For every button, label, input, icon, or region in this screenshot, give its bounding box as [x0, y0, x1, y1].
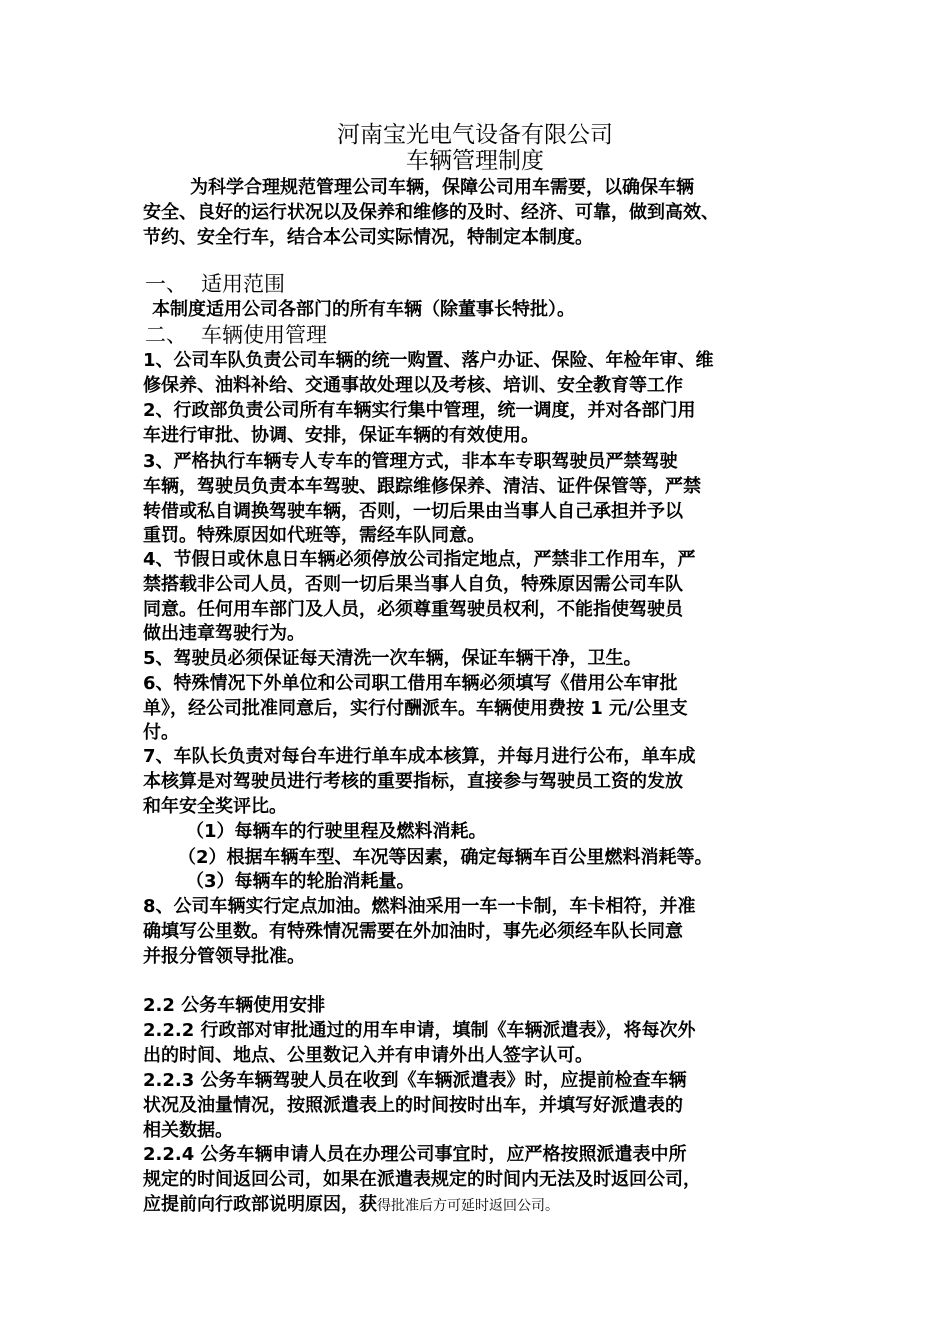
body-line: 2.2.2 行政部对审批通过的用车申请，填制《车辆派遣表》，将每次外 [143, 1020, 696, 1041]
body-line: 和年安全奖评比。 [143, 796, 287, 817]
body-line: 确填写公里数。有特殊情况需要在外加油时，事先必须经车队长同意 [143, 921, 683, 942]
body-line: 做出违章驾驶行为。 [143, 623, 305, 644]
section-heading-2 [145, 322, 327, 348]
body-line: 8、公司车辆实行定点加油。燃料油采用一车一卡制，车卡相符，并准 [143, 896, 696, 917]
intro-line: 为科学合理规范管理公司车辆，保障公司用车需要，以确保车辆 [190, 177, 694, 198]
section-title: 车辆使用管理 [201, 323, 327, 347]
body-line: 同意。任何用车部门及人员，必须尊重驾驶员权利，不能指使驾驶员 [143, 599, 683, 620]
body-line: 1、公司车队负责公司车辆的统一购置、落户办证、保险、年检年审、维 [143, 350, 714, 371]
body-line: 转借或私自调换驾驶车辆，否则，一切后果由当事人自己承担并予以 [143, 501, 683, 522]
body-line: 规定的时间返回公司，如果在派遣表规定的时间内无法及时返回公司， [143, 1169, 701, 1190]
last-line-bold: 应提前向行政部说明原因，获 [143, 1194, 377, 1215]
body-line: 修保养、油料补给、交通事故处理以及考核、培训、安全教育等工作 [143, 375, 683, 396]
body-line: 2、行政部负责公司所有车辆实行集中管理，统一调度，并对各部门用 [143, 400, 696, 421]
body-line: 2.2.4 公务车辆申请人员在办理公司事宜时，应严格按照派遣表中所 [143, 1144, 687, 1165]
body-line: 3、严格执行车辆专人专车的管理方式，非本车专职驾驶员严禁驾驶 [143, 451, 678, 472]
body-line: 禁搭载非公司人员，否则一切后果当事人自负，特殊原因需公司车队 [143, 574, 683, 595]
body-line: 付。 [143, 722, 179, 743]
body-line: 状况及油量情况，按照派遣表上的时间按时出车，并填写好派遣表的 [143, 1095, 683, 1116]
subsection-heading: 2.2 公务车辆使用安排 [143, 995, 326, 1016]
body-line: （3）每辆车的轮胎消耗量。 [186, 871, 415, 892]
body-line: 出的时间、地点、公里数记入并有申请外出人签字认可。 [143, 1045, 593, 1066]
section-title: 适用范围 [201, 272, 285, 296]
body-line: 5、驾驶员必须保证每天清洗一次车辆，保证车辆干净，卫生。 [143, 648, 642, 669]
body-line: 4、节假日或休息日车辆必须停放公司指定地点，严禁非工作用车，严 [143, 549, 696, 570]
last-line-rest: 得批准后方可延时返回公司。 [377, 1198, 559, 1214]
body-line: 7、车队长负责对每台车进行单车成本核算，并每月进行公布，单车成 [143, 746, 696, 767]
section-heading-1 [145, 271, 285, 297]
section-number: 一、 [145, 272, 187, 296]
body-line: （2）根据车辆车型、车况等因素，确定每辆车百公里燃料消耗等。 [178, 847, 713, 868]
body-line: （1）每辆车的行驶里程及燃料消耗。 [186, 821, 487, 842]
document-title: 车辆管理制度 [406, 148, 544, 174]
body-line: 单》，经公司批准同意后，实行付酬派车。车辆使用费按 1 元/公里支 [143, 698, 688, 719]
body-line-last [143, 1193, 559, 1218]
body-line: 相关数据。 [143, 1120, 233, 1141]
body-line: 并报分管领导批准。 [143, 946, 305, 967]
section-number: 二、 [145, 323, 187, 347]
body-line: 本核算是对驾驶员进行考核的重要指标，直接参与驾驶员工资的发放 [143, 771, 683, 792]
body-line: 车辆，驾驶员负责本车驾驶、跟踪维修保养、清洁、证件保管等，严禁 [143, 476, 701, 497]
company-title: 河南宝光电气设备有限公司 [337, 122, 613, 148]
body-line: 重罚。特殊原因如代班等，需经车队同意。 [143, 525, 485, 546]
body-line: 车进行审批、协调、安排，保证车辆的有效使用。 [143, 425, 539, 446]
intro-line: 安全、良好的运行状况以及保养和维修的及时、经济、可靠，做到高效、 [143, 202, 719, 223]
body-line: 2.2.3 公务车辆驾驶人员在收到《车辆派遣表》时，应提前检查车辆 [143, 1070, 687, 1091]
section-text: 本制度适用公司各部门的所有车辆（除董事长特批）。 [152, 299, 575, 320]
intro-line: 节约、安全行车，结合本公司实际情况，特制定本制度。 [143, 227, 593, 248]
body-line: 6、特殊情况下外单位和公司职工借用车辆必须填写《借用公车审批 [143, 673, 678, 694]
